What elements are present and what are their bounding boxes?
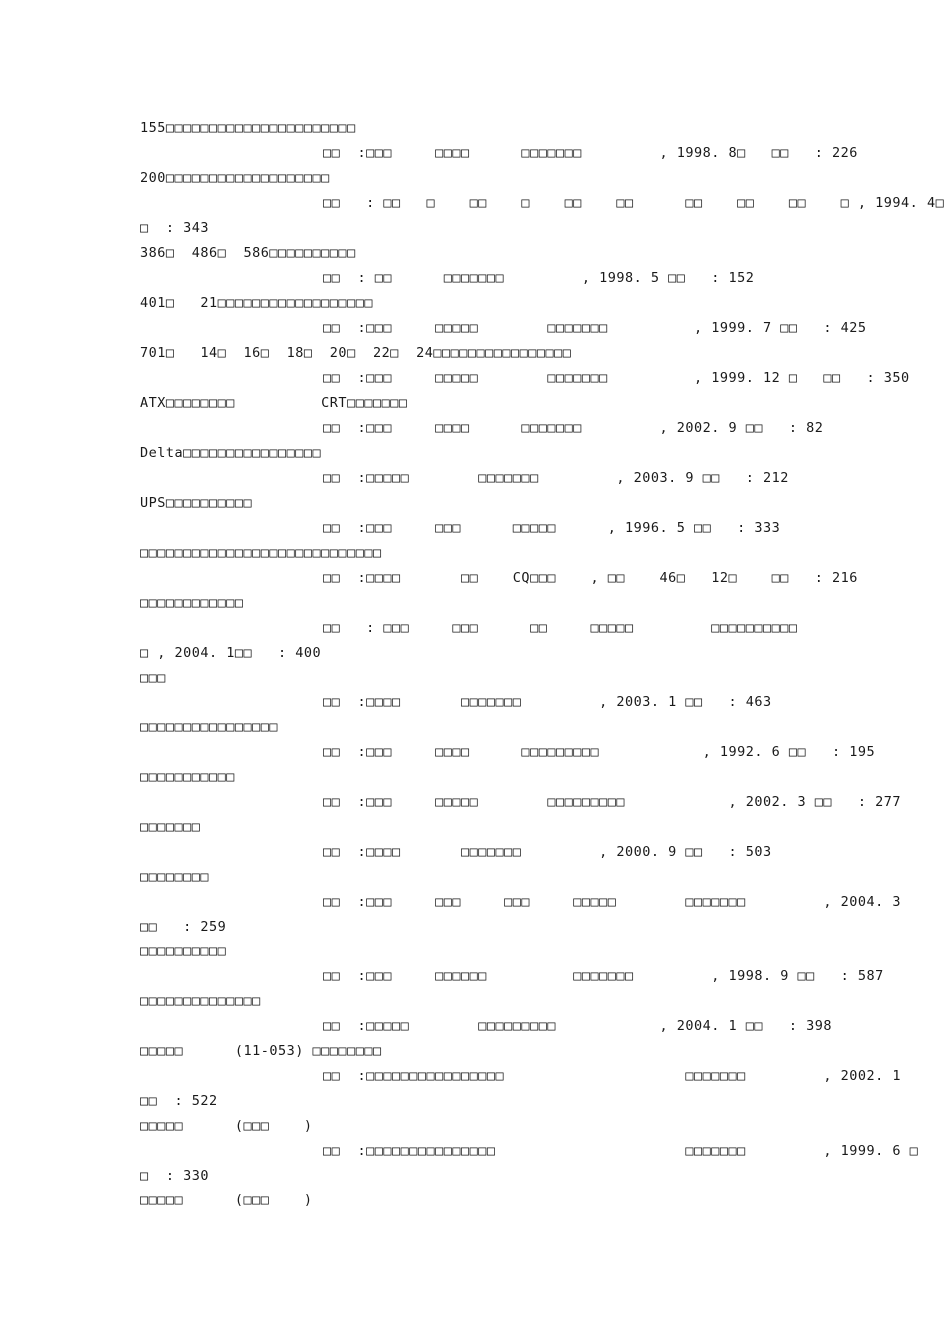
entry-meta-continued: □□ : 522 — [140, 1093, 218, 1109]
entry-title: □□□□□□□□□□□□□□□□ — [140, 719, 279, 735]
entry-meta: □□ :□□□ □□□□ □□□□□□□ , 2002. 9 □□ : 82 — [323, 420, 824, 436]
entry-title: □□□□□□□□□□ — [140, 943, 227, 959]
entry-meta: □□ :□□□□□□□□□□□□□□□□ □□□□□□□ , 2002. 1 — [323, 1068, 902, 1084]
entry-meta: □□ :□□□□□□□□□□□□□□□ □□□□□□□ , 1999. 6 □ — [323, 1143, 919, 1159]
entry-meta: □□ :□□□ □□□□□ □□□□□□□ , 1999. 12 □ □□ : 350 — [323, 370, 910, 386]
entry-title: 200□□□□□□□□□□□□□□□□□□□ — [140, 170, 330, 186]
entry-meta-continued: □□ : 259 — [140, 919, 227, 935]
entry-title: □□□□□ (□□□ ) — [140, 1118, 313, 1134]
entry-title: □□□□□□□ — [140, 819, 201, 835]
entry-title: □□□□□□□□□□□□ — [140, 595, 244, 611]
entry-meta: □□ : □□ □□□□□□□ , 1998. 5 □□ : 152 — [323, 270, 755, 286]
entry-meta: □□ : □□□ □□□ □□ □□□□□ □□□□□□□□□□ — [323, 620, 798, 636]
entry-title: □□□□□ (□□□ ) — [140, 1192, 313, 1208]
entry-meta: □□ :□□□ □□□ □□□ □□□□□ □□□□□□□ , 2004. 3 — [323, 894, 902, 910]
entry-meta: □□ :□□□ □□□□ □□□□□□□ , 1998. 8□ □□ : 226 — [323, 145, 858, 161]
entry-meta: □□ :□□□□ □□□□□□□ , 2003. 1 □□ : 463 — [323, 694, 772, 710]
entry-meta-continued: □ , 2004. 1□□ : 400 — [140, 645, 322, 661]
entry-title: 401□ 21□□□□□□□□□□□□□□□□□□ — [140, 295, 373, 311]
entry-meta-continued: □ : 330 — [140, 1168, 210, 1184]
entry-title: □□□□□□□□□□□□□□ — [140, 993, 261, 1009]
entry-meta: □□ :□□□ □□□□□ □□□□□□□□□ , 2002. 3 □□ : 277 — [323, 794, 902, 810]
entry-title: ATX□□□□□□□□ CRT□□□□□□□ — [140, 395, 408, 411]
entry-meta-continued: □ : 343 — [140, 220, 210, 236]
entry-title: Delta□□□□□□□□□□□□□□□□ — [140, 445, 322, 461]
entry-title: 155□□□□□□□□□□□□□□□□□□□□□□ — [140, 120, 356, 136]
entry-meta: □□ :□□□□ □□ CQ□□□ , □□ 46□ 12□ □□ : 216 — [323, 570, 858, 586]
entry-meta: □□ :□□□ □□□□□□ □□□□□□□ , 1998. 9 □□ : 587 — [323, 968, 884, 984]
entry-meta: □□ :□□□□ □□□□□□□ , 2000. 9 □□ : 503 — [323, 844, 772, 860]
entry-meta: □□ :□□□□□ □□□□□□□ , 2003. 9 □□ : 212 — [323, 470, 789, 486]
entry-title: □□□□□□□□□□□□□□□□□□□□□□□□□□□□ — [140, 545, 382, 561]
entry-title: □□□□□ (11-053) □□□□□□□□ — [140, 1043, 382, 1059]
entry-title: 386□ 486□ 586□□□□□□□□□□ — [140, 245, 356, 261]
entry-title: □□□ — [140, 670, 166, 686]
entry-title: 701□ 14□ 16□ 18□ 20□ 22□ 24□□□□□□□□□□□□□□□□ — [140, 345, 572, 361]
entry-title: □□□□□□□□ — [140, 869, 210, 885]
entry-meta: □□ : □□ □ □□ □ □□ □□ □□ □□ □□ □ , 1994. 4□ — [323, 195, 945, 211]
entry-meta: □□ :□□□ □□□ □□□□□ , 1996. 5 □□ : 333 — [323, 520, 781, 536]
entry-meta: □□ :□□□□□ □□□□□□□□□ , 2004. 1 □□ : 398 — [323, 1018, 833, 1034]
entry-title: UPS□□□□□□□□□□ — [140, 495, 253, 511]
entry-title: □□□□□□□□□□□ — [140, 769, 235, 785]
entry-meta: □□ :□□□ □□□□ □□□□□□□□□ , 1992. 6 □□ : 195 — [323, 744, 876, 760]
entry-meta: □□ :□□□ □□□□□ □□□□□□□ , 1999. 7 □□ : 425 — [323, 320, 867, 336]
